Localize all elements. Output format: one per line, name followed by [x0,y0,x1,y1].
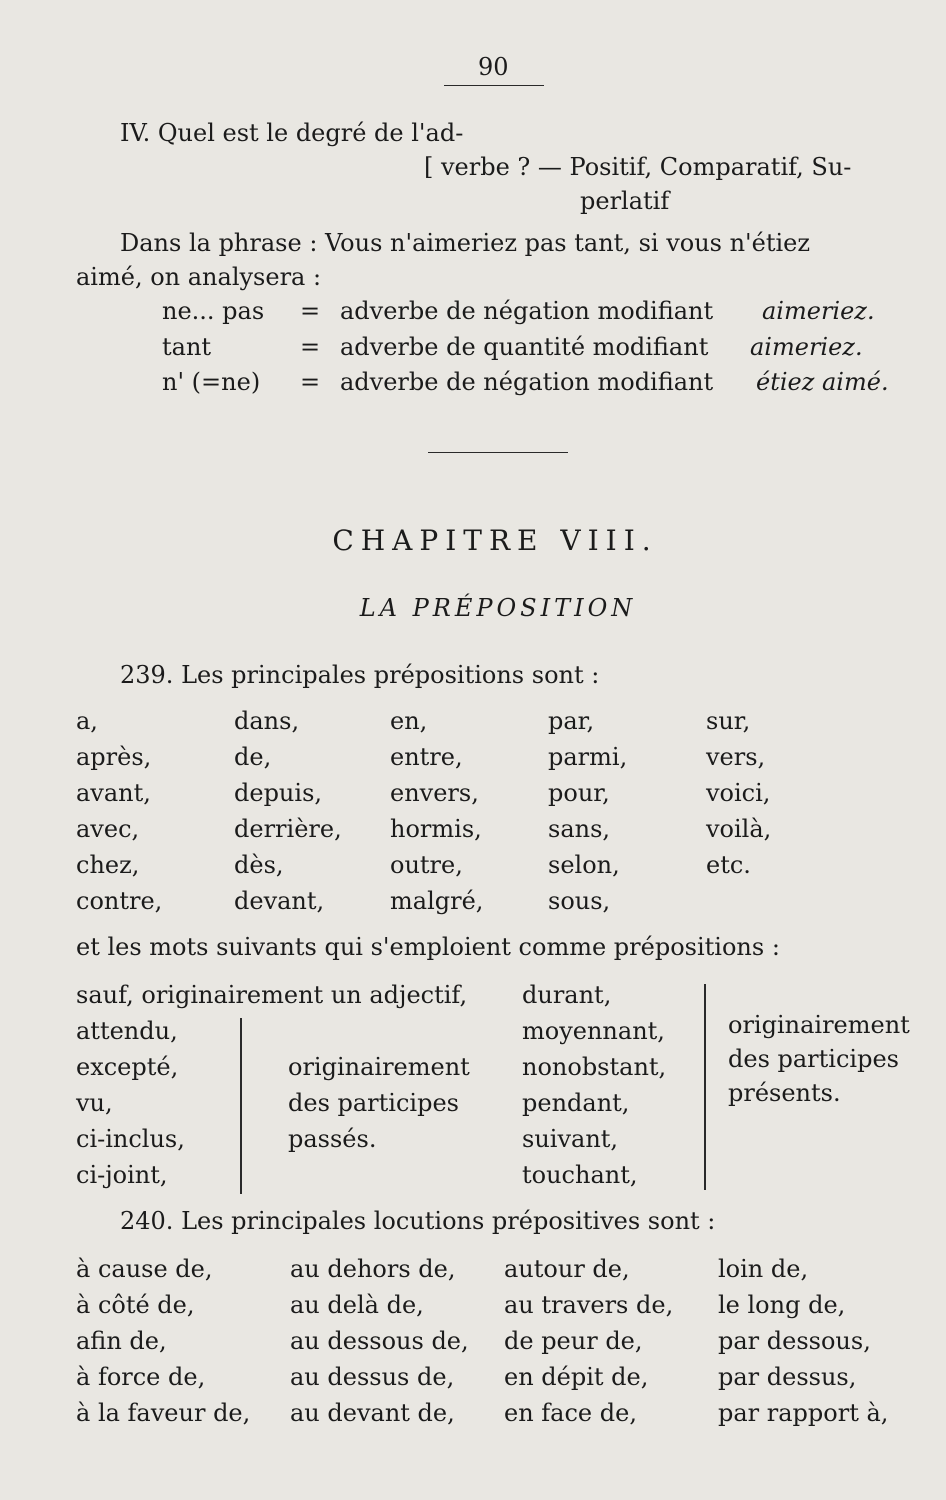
present-participle: moyennant, [522,1017,665,1045]
page-number-rule [444,85,544,86]
locution: au dehors de, [290,1255,456,1283]
preposition: sous, [548,887,611,915]
section-title: LA PRÉPOSITION [359,594,637,622]
locution: à côté de, [76,1291,195,1319]
preposition: dans, [234,707,300,735]
preposition: derrière, [234,815,342,843]
present-participle: touchant, [522,1161,638,1189]
analysis-target: aimeriez. [762,297,875,325]
locution: loin de, [718,1255,809,1283]
preposition: chez, [76,851,140,879]
locution: par dessus, [718,1363,857,1391]
preposition: sans, [548,815,611,843]
question-line-2: [ verbe ? — Positif, Comparatif, Su- [424,153,852,181]
preposition: contre, [76,887,163,915]
analysis-intro-line-2: aimé, on analysera : [76,263,322,291]
preposition: avant, [76,779,151,807]
analysis-word: ne... pas [162,297,265,325]
preposition: depuis, [234,779,323,807]
past-participle: ci-inclus, [76,1125,185,1153]
past-note-line: originairement [288,1053,470,1081]
preposition: en, [390,707,428,735]
preposition: après, [76,743,152,771]
chapter-title: CHAPITRE VIII. [332,524,658,557]
preposition: avec, [76,815,140,843]
locution: à cause de, [76,1255,213,1283]
locution: au dessous de, [290,1327,469,1355]
locution: de peur de, [504,1327,643,1355]
preposition: envers, [390,779,479,807]
locution: à la faveur de, [76,1399,251,1427]
preposition: hormis, [390,815,482,843]
locution: autour de, [504,1255,630,1283]
question-line-1: IV. Quel est le degré de l'ad- [120,119,464,147]
analysis-target: étiez aimé. [756,368,889,396]
analysis-target: aimeriez. [750,333,863,361]
preposition: entre, [390,743,463,771]
locution: au travers de, [504,1291,674,1319]
preposition: de, [234,743,272,771]
preposition: par, [548,707,595,735]
locution: au dessus de, [290,1363,455,1391]
preposition: pour, [548,779,610,807]
preposition: malgré, [390,887,484,915]
locution: en dépit de, [504,1363,649,1391]
locution: à force de, [76,1363,206,1391]
preposition: voilà, [706,815,772,843]
past-note-line: des participes [288,1089,459,1117]
paragraph-240-intro: 240. Les principales locutions prépositives sont : [120,1207,716,1235]
equals-sign: = [300,333,321,361]
equals-sign: = [300,368,321,396]
analysis-word: n' (=ne) [162,368,261,396]
present-note-line: présents. [728,1079,841,1107]
preposition: sur, [706,707,751,735]
preposition: selon, [548,851,620,879]
analysis-text: adverbe de quantité modifiant [340,333,709,361]
section-divider [428,452,568,453]
locution: par rapport à, [718,1399,889,1427]
locution: afin de, [76,1327,167,1355]
page-number: 90 [478,53,509,81]
locution: au delà de, [290,1291,424,1319]
preposition: dès, [234,851,284,879]
preposition: devant, [234,887,325,915]
question-line-3: perlatif [580,187,670,215]
preposition: vers, [706,743,766,771]
present-participle: suivant, [522,1125,619,1153]
present-note-line: des participes [728,1045,899,1073]
locution: au devant de, [290,1399,455,1427]
locution: en face de, [504,1399,637,1427]
past-participles-brace [240,1018,242,1194]
present-participle: durant, [522,981,612,1009]
preposition: etc. [706,851,751,879]
present-participles-brace [704,984,706,1190]
past-note-line: passés. [288,1125,377,1153]
present-participle: pendant, [522,1089,630,1117]
preposition: voici, [706,779,771,807]
past-participle: excepté, [76,1053,179,1081]
present-participle: nonobstant, [522,1053,667,1081]
preposition: outre, [390,851,463,879]
analysis-text: adverbe de négation modifiant [340,297,714,325]
paragraph-239-intro: 239. Les principales prépositions sont : [120,661,600,689]
locution: le long de, [718,1291,846,1319]
equals-sign: = [300,297,321,325]
analysis-text: adverbe de négation modifiant [340,368,714,396]
analysis-word: tant [162,333,212,361]
past-participle: ci-joint, [76,1161,168,1189]
sauf-line: sauf, originairement un adjectif, [76,981,468,1009]
preposition: a, [76,707,98,735]
past-participle: vu, [76,1089,113,1117]
analysis-intro-line-1: Dans la phrase : Vous n'aimeriez pas tant, si vous n'étiez [120,229,811,257]
past-participle: attendu, [76,1017,178,1045]
paragraph-239-followup: et les mots suivants qui s'emploient comme prépositions : [76,933,780,961]
preposition: parmi, [548,743,628,771]
present-note-line: originairement [728,1011,910,1039]
locution: par dessous, [718,1327,871,1355]
